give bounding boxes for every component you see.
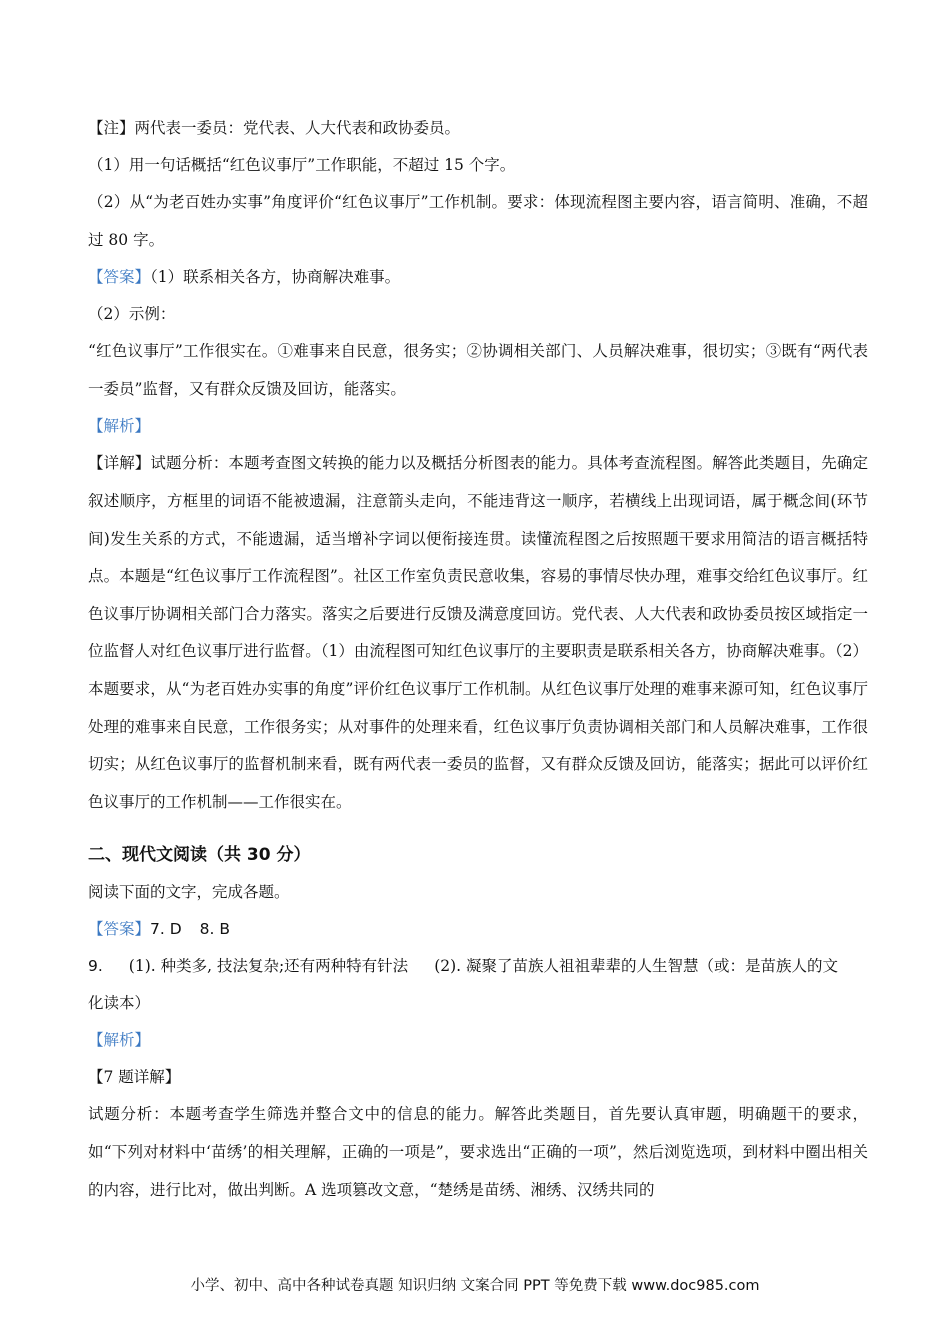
page-footer: 小学、初中、高中各种试卷真题 知识归纳 文案合同 PPT 等免费下载 www.doc985.com [190,1278,760,1294]
answer-8: 8. B [199,920,231,939]
question-2: （2）从“为老百姓办实事”角度评价“红色议事厅”工作机制。要求：体现流程图主要内容，语言简明、准确，不超过 80 字。 [88,193,868,249]
analysis-tag-2: 【解析】 [88,1031,151,1050]
note-line: 【注】两代表一委员：党代表、人大代表和政协委员。 [88,119,461,137]
answer-tag: 【答案】 [88,268,151,287]
detail-analysis: 【详解】试题分析：本题考查图文转换的能力以及概括分析图表的能力。具体考查流程图。解答此类题目，先确定叙述顺序，方框里的词语不能被遗漏，注意箭头走向，不能违背这一顺序，若横线上出现词语，属于概念间(环节间)发生关系的方式，不能遗漏，适当增补字词以便衔接连贯。读懂流程图之后按照题干要求用简洁的语言概括特点。本题是“红色议事厅工作流程图”。社区工作室负责民意收集，容易的事情尽快办理，难事交给红色议事厅。红色议事厅协调相关部门合力落实。落实之后要进行反馈及满意度回访。党代表、人大代表和政协委员按区域指定一位监督人对红色议事厅进行监督。（1）由流程图可知红色议事厅的主要职责是联系相关各方，协商解决难事。（2）本题要求，从“为老百姓办实事的角度”评价红色议事厅工作机制。从红色议事厅处理的难事来源可知，红色议事厅处理的难事来自民意，工作很务实；从对事件的处理来看，红色议事厅负责协调相关部门和人员解决难事，工作很切实；从红色议事厅的监督机制来看，既有两代表一委员的监督，又有群众反馈及回访，能落实；据此可以评价红色议事厅的工作机制——工作很实在。 [88,454,868,811]
answer-1-line [88,259,868,296]
section-2-title: 二、现代文阅读（共 30 分） [88,845,311,866]
answer-9-line [88,948,868,985]
detail-7-text: 试题分析：本题考查学生筛选并整合文中的信息的能力。解答此类题目，首先要认真审题，明确题干的要求，如“下列对材料中‘苗绣’的相关理解，正确的一项是”，要求选出“正确的一项”，然后浏览选项，到材料中圈出相关的内容，进行比对，做出判断。A 选项篡改文意，“楚绣是苗绣、湘绣、汉绣共同的 [88,1105,868,1199]
answer-9-part-1: (1). 种类多, 技法复杂;还有两种特有针法 [128,957,409,976]
answer-section-2-line [88,911,868,948]
reading-instruction: 阅读下面的文字，完成各题。 [88,883,290,902]
detail-7-heading: 【7 题详解】 [88,1068,181,1087]
answer-9-part-2: (2). 凝聚了苗族人祖祖辈辈的人生智慧（或：是苗族人的文 [434,957,838,976]
answer-2-label: （2）示例： [88,305,176,324]
answer-tag: 【答案】 [88,920,151,939]
question-1: （1）用一句话概括“红色议事厅”工作职能，不超过 15 个字。 [88,156,516,174]
answer-1-text: （1）联系相关各方，协商解决难事。 [150,268,401,287]
document-body [88,110,868,1209]
answer-2-text: “红色议事厅”工作很实在。①难事来自民意，很务实；②协调相关部门、人员解决难事，很切实；③既有“两代表一委员”监督，又有群众反馈及回访，能落实。 [88,342,868,398]
answer-9-continuation: 化读本） [88,994,151,1013]
answer-7: 7. D [150,920,182,939]
answer-9-number: 9. [88,957,103,976]
analysis-tag: 【解析】 [88,417,151,436]
